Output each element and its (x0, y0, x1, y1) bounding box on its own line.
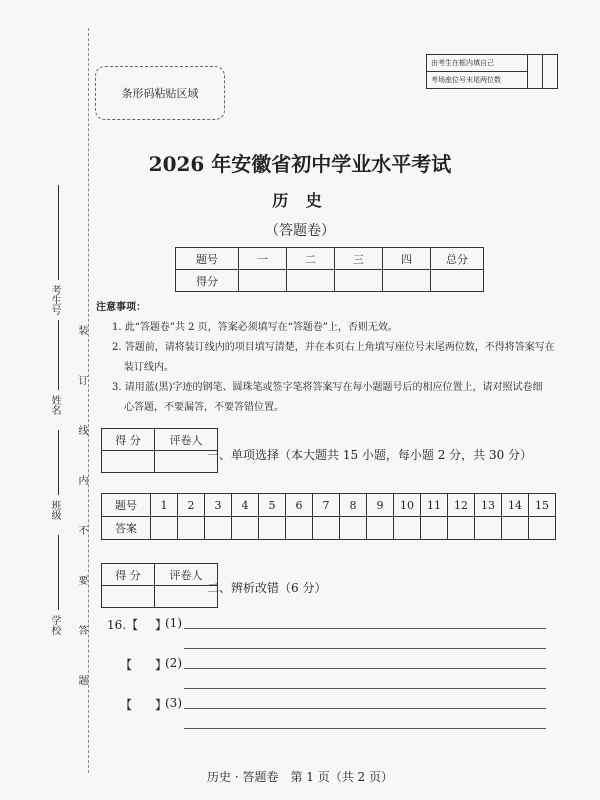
answer-number-cell: 14 (502, 494, 529, 517)
answer-row-label: 答案 (102, 517, 151, 540)
binding-warning: 装订线内不要答题 (76, 325, 87, 725)
score-cell[interactable] (287, 270, 335, 292)
score-cell[interactable] (335, 270, 383, 292)
answer-cell[interactable] (394, 517, 421, 540)
answer-number-cell: 10 (394, 494, 421, 517)
answer-cell[interactable] (232, 517, 259, 540)
grader-person-label: 评卷人 (155, 564, 218, 586)
answer-number-cell: 5 (259, 494, 286, 517)
exam-title: 2026 年安徽省初中学业水平考试 (148, 152, 452, 176)
q16-bracket-close-3: 】 (155, 698, 168, 712)
side-label-xingming: 姓名 (49, 395, 60, 415)
barcode-area (95, 66, 225, 120)
answer-line[interactable] (184, 648, 546, 649)
notice-heading: 注意事项： (96, 302, 146, 313)
notice-item-3: 3. 请用蓝(黑)字迹的钢笔、圆珠笔或签字笔将答案写在每小题题号后的相应位置上，请对照试卷细 (112, 382, 543, 393)
score-header-cell: 一 (239, 248, 287, 270)
answer-cell[interactable] (421, 517, 448, 540)
notice-item-2: 2. 答题前，请将装订线内的项目填写清楚，并在本页右上角填写座位号末尾两位数，不得将答案写在 (112, 342, 555, 353)
q16-part-2-label: (2) (165, 656, 182, 670)
score-header-cell: 题号 (176, 248, 239, 270)
answer-number-cell: 12 (448, 494, 475, 517)
notice-item-1: 1. 此“答题卷”共 2 页，答案必须填写在“答题卷”上，否则无效。 (112, 322, 398, 333)
answer-line[interactable] (184, 708, 546, 709)
score-header-cell: 三 (335, 248, 383, 270)
section-2-heading: 二、辨析改错（6 分） (207, 581, 327, 595)
answer-number-cell: 4 (232, 494, 259, 517)
q16-bracket-open-3: 【 (120, 698, 133, 712)
score-cell[interactable] (431, 270, 484, 292)
seat-digit-1[interactable] (528, 55, 543, 89)
answer-cell[interactable] (259, 517, 286, 540)
grader-box-1 (101, 428, 218, 473)
subject-title: 历 史 (272, 191, 328, 210)
side-line-banji (58, 430, 59, 495)
answer-cell[interactable] (367, 517, 394, 540)
answer-line[interactable] (184, 628, 546, 629)
q16-bracket-open-2: 【 (120, 658, 133, 672)
score-cell[interactable] (239, 270, 287, 292)
notice-item-2-cont: 装订线内。 (124, 362, 174, 373)
side-label-banji: 班级 (49, 500, 60, 520)
grader-score-cell[interactable] (102, 451, 155, 473)
side-line-xingming (58, 320, 59, 390)
q16-part-1-label: (1) (165, 616, 182, 630)
q16-bracket-close-1: 】 (155, 618, 168, 632)
answer-cell[interactable] (448, 517, 475, 540)
answer-number-cell: 1 (151, 494, 178, 517)
answer-line[interactable] (184, 688, 546, 689)
grader-score-cell[interactable] (102, 586, 155, 608)
page-footer: 历史 · 答题卷 第 1 页（共 2 页） (207, 770, 393, 784)
answer-number-cell: 8 (340, 494, 367, 517)
answer-table (101, 493, 556, 540)
q16-number: 16.【 (107, 618, 139, 632)
seat-box-text-1: 由考生在框内填自己 (427, 55, 528, 72)
answer-cell[interactable] (475, 517, 502, 540)
seat-box-text-2: 考场座位号末尾两位数 (427, 72, 528, 89)
answer-number-cell: 9 (367, 494, 394, 517)
side-label-kaohao: 考生号 (49, 285, 60, 315)
score-cell[interactable] (383, 270, 431, 292)
answer-cell[interactable] (151, 517, 178, 540)
seat-number-box (426, 54, 558, 89)
seat-digit-2[interactable] (543, 55, 558, 89)
answer-number-cell: 11 (421, 494, 448, 517)
answer-number-cell: 3 (205, 494, 232, 517)
answer-cell[interactable] (502, 517, 529, 540)
answer-cell[interactable] (178, 517, 205, 540)
grader-box-2 (101, 563, 218, 608)
score-row-label: 得分 (176, 270, 239, 292)
answer-cell[interactable] (529, 517, 556, 540)
q16-part-3-label: (3) (165, 696, 182, 710)
answer-row-label: 题号 (102, 494, 151, 517)
answer-cell[interactable] (286, 517, 313, 540)
answer-line[interactable] (184, 728, 546, 729)
answer-cell[interactable] (205, 517, 232, 540)
grader-score-label: 得 分 (102, 429, 155, 451)
grader-person-label: 评卷人 (155, 429, 218, 451)
answer-cell[interactable] (313, 517, 340, 540)
section-1-heading: 一、单项选择（本大题共 15 小题，每小题 2 分，共 30 分） (207, 448, 533, 462)
answer-number-cell: 15 (529, 494, 556, 517)
score-header-cell: 四 (383, 248, 431, 270)
grader-score-label: 得 分 (102, 564, 155, 586)
answer-number-cell: 6 (286, 494, 313, 517)
notice-item-3-cont: 心答题，不要漏答，不要答错位置。 (124, 402, 284, 413)
q16-bracket-close-2: 】 (155, 658, 168, 672)
side-label-xuexiao: 学校 (49, 615, 60, 635)
side-line-xuexiao (58, 535, 59, 610)
answer-number-cell: 13 (475, 494, 502, 517)
answer-line[interactable] (184, 668, 546, 669)
score-header-cell: 总分 (431, 248, 484, 270)
barcode-label: 条形码粘贴区域 (121, 87, 199, 100)
answer-cell[interactable] (340, 517, 367, 540)
paper-type: （答题卷） (265, 223, 335, 239)
score-table (175, 247, 484, 292)
answer-number-cell: 2 (178, 494, 205, 517)
score-header-cell: 二 (287, 248, 335, 270)
answer-number-cell: 7 (313, 494, 340, 517)
